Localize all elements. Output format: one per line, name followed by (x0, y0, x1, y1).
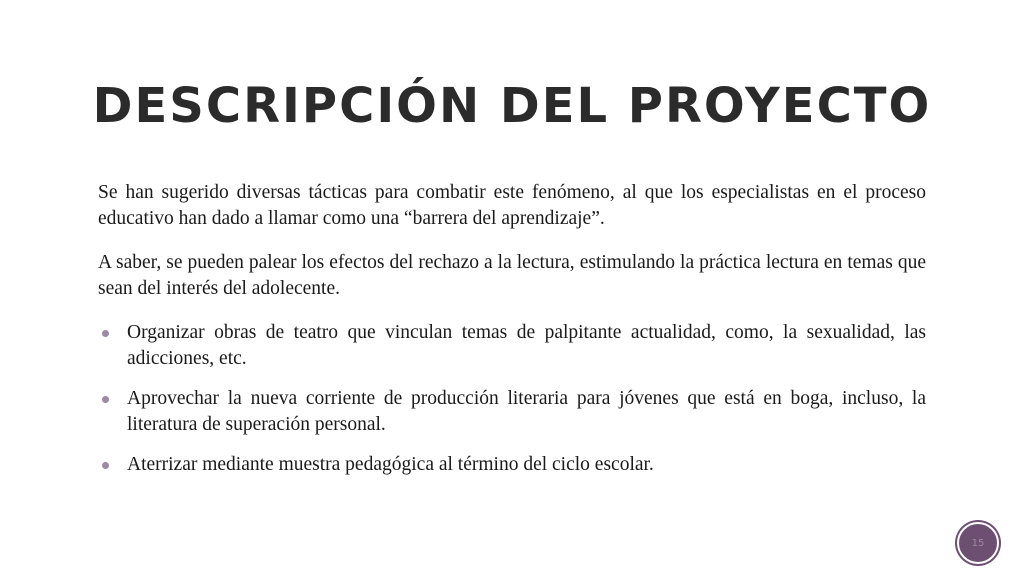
bullet-list (98, 320, 926, 478)
slide-title: DESCRIPCIÓN DEL PROYECTO (92, 78, 932, 134)
slide-body (98, 180, 926, 492)
bullet-text: Aterrizar mediante muestra pedagógica al término del ciclo escolar. (127, 454, 654, 475)
page-number-badge (957, 522, 999, 564)
bullet-item-literature (98, 386, 926, 438)
bullet-dot-icon (102, 396, 109, 403)
bullet-item-showcase (98, 452, 926, 478)
paragraph-reading: A saber, se pueden palear los efectos del rechazo a la lectura, estimulando la práctica lectura en temas que sean del interés del adolecente. (98, 252, 926, 299)
bullet-dot-icon (102, 462, 109, 469)
paragraph-intro: Se han sugerido diversas tácticas para combatir este fenómeno, al que los especialistas en el proceso educativo han dado a llamar como una “barrera del aprendizaje”. (98, 182, 926, 229)
bullet-item-theater (98, 320, 926, 372)
bullet-text: Organizar obras de teatro que vinculan temas de palpitante actualidad, como, la sexualidad, las adicciones, etc. (127, 322, 926, 369)
bullet-dot-icon (102, 330, 109, 337)
page-number: 15 (971, 537, 985, 549)
bullet-text: Aprovechar la nueva corriente de producción literaria para jóvenes que está en boga, incluso, la literatura de superación personal. (127, 388, 926, 435)
